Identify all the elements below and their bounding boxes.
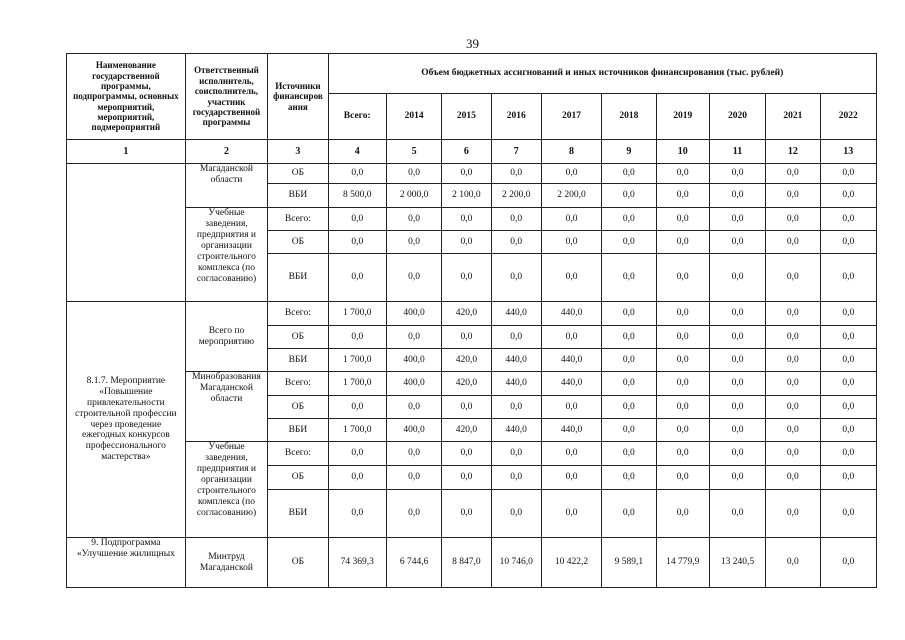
value-cell: 0,0	[766, 466, 820, 490]
value-cell: 0,0	[709, 254, 765, 302]
executor-cell: Минтруд Магаданской	[185, 538, 268, 588]
value-cell: 0,0	[820, 442, 877, 466]
column-number-9: 9	[602, 140, 656, 164]
value-cell: 400,0	[386, 302, 441, 326]
value-cell: 0,0	[328, 466, 386, 490]
value-cell: 10 746,0	[491, 538, 541, 588]
source-cell: Всего:	[268, 372, 328, 396]
value-cell: 0,0	[766, 231, 820, 254]
value-cell: 0,0	[656, 442, 709, 466]
value-cell: 0,0	[766, 538, 820, 588]
value-cell: 0,0	[656, 326, 709, 349]
table-row	[67, 442, 877, 466]
value-cell: 0,0	[766, 372, 820, 396]
header-year-1: 2014	[386, 94, 441, 140]
header-funding-title: Объем бюджетных ассигнований и иных источников финансирования (тыс. рублей)	[328, 54, 876, 94]
value-cell: 0,0	[656, 231, 709, 254]
value-cell: 0,0	[328, 490, 386, 538]
value-cell: 0,0	[386, 466, 441, 490]
table-row	[67, 538, 877, 588]
value-cell: 0,0	[820, 231, 877, 254]
value-cell: 440,0	[541, 372, 601, 396]
column-number-1: 1	[67, 140, 186, 164]
value-cell: 0,0	[541, 208, 601, 231]
value-cell: 2 100,0	[442, 184, 491, 208]
header-year-2: 2015	[442, 94, 491, 140]
value-cell: 0,0	[709, 466, 765, 490]
value-cell: 2 200,0	[491, 184, 541, 208]
value-cell: 0,0	[442, 490, 491, 538]
value-cell: 0,0	[709, 419, 765, 442]
value-cell: 10 422,2	[541, 538, 601, 588]
value-cell: 0,0	[602, 466, 656, 490]
value-cell: 0,0	[602, 396, 656, 419]
value-cell: 8 847,0	[442, 538, 491, 588]
value-cell: 420,0	[442, 419, 491, 442]
value-cell: 0,0	[709, 372, 765, 396]
value-cell: 0,0	[491, 254, 541, 302]
value-cell: 0,0	[491, 231, 541, 254]
value-cell: 0,0	[766, 254, 820, 302]
column-number-13: 13	[820, 140, 877, 164]
value-cell: 0,0	[766, 184, 820, 208]
value-cell: 1 700,0	[328, 372, 386, 396]
value-cell: 0,0	[386, 231, 441, 254]
value-cell: 0,0	[328, 208, 386, 231]
table-row	[67, 208, 877, 231]
value-cell: 0,0	[656, 349, 709, 372]
source-cell: ОБ	[268, 164, 328, 184]
value-cell: 0,0	[709, 490, 765, 538]
value-cell: 0,0	[656, 372, 709, 396]
value-cell: 0,0	[656, 490, 709, 538]
value-cell: 0,0	[491, 396, 541, 419]
value-cell: 2 200,0	[541, 184, 601, 208]
header-year-9: 2022	[820, 94, 877, 140]
value-cell: 0,0	[766, 302, 820, 326]
value-cell: 400,0	[386, 349, 441, 372]
value-cell: 0,0	[709, 208, 765, 231]
value-cell: 440,0	[491, 302, 541, 326]
column-number-11: 11	[709, 140, 765, 164]
value-cell: 0,0	[656, 396, 709, 419]
value-cell: 0,0	[766, 349, 820, 372]
value-cell: 0,0	[766, 164, 820, 184]
value-cell: 0,0	[709, 326, 765, 349]
value-cell: 0,0	[602, 419, 656, 442]
executor-cell: Всего по мероприятию	[185, 302, 268, 372]
value-cell: 420,0	[442, 372, 491, 396]
value-cell: 1 700,0	[328, 302, 386, 326]
value-cell: 0,0	[820, 490, 877, 538]
value-cell: 0,0	[820, 372, 877, 396]
executor-cell: Учебные заведения, предприятия и организации строительного комплекса (по согласованию)	[185, 442, 268, 538]
value-cell: 0,0	[602, 302, 656, 326]
value-cell: 0,0	[602, 231, 656, 254]
value-cell: 0,0	[820, 164, 877, 184]
value-cell: 0,0	[602, 164, 656, 184]
value-cell: 0,0	[766, 326, 820, 349]
source-cell: ОБ	[268, 326, 328, 349]
value-cell: 440,0	[491, 372, 541, 396]
value-cell: 0,0	[491, 326, 541, 349]
value-cell: 0,0	[766, 419, 820, 442]
value-cell: 0,0	[766, 396, 820, 419]
source-cell: ВБИ	[268, 254, 328, 302]
value-cell: 0,0	[602, 184, 656, 208]
value-cell: 0,0	[602, 349, 656, 372]
value-cell: 0,0	[709, 231, 765, 254]
source-cell: ВБИ	[268, 184, 328, 208]
value-cell: 0,0	[820, 419, 877, 442]
value-cell: 0,0	[820, 326, 877, 349]
value-cell: 0,0	[766, 442, 820, 466]
value-cell: 9 589,1	[602, 538, 656, 588]
executor-cell: Учебные заведения, предприятия и организации строительного комплекса (по согласованию)	[185, 208, 268, 302]
value-cell: 0,0	[442, 442, 491, 466]
program-name-cell	[67, 164, 186, 302]
value-cell: 0,0	[820, 538, 877, 588]
value-cell: 0,0	[656, 254, 709, 302]
value-cell: 400,0	[386, 372, 441, 396]
value-cell: 0,0	[766, 490, 820, 538]
value-cell: 0,0	[602, 490, 656, 538]
value-cell: 0,0	[709, 302, 765, 326]
value-cell: 0,0	[491, 164, 541, 184]
value-cell: 0,0	[386, 396, 441, 419]
table-row	[67, 164, 877, 184]
header-year-7: 2020	[709, 94, 765, 140]
value-cell: 0,0	[386, 490, 441, 538]
value-cell: 0,0	[328, 254, 386, 302]
column-number-4: 4	[328, 140, 386, 164]
value-cell: 440,0	[541, 302, 601, 326]
column-number-12: 12	[766, 140, 820, 164]
value-cell: 0,0	[656, 208, 709, 231]
value-cell: 0,0	[491, 442, 541, 466]
value-cell: 0,0	[442, 208, 491, 231]
source-cell: ОБ	[268, 396, 328, 419]
column-number-8: 8	[541, 140, 601, 164]
value-cell: 0,0	[656, 419, 709, 442]
header-sources: Источники финансиров ания	[268, 54, 328, 140]
source-cell: ВБИ	[268, 349, 328, 372]
value-cell: 0,0	[709, 349, 765, 372]
value-cell: 0,0	[328, 442, 386, 466]
value-cell: 420,0	[442, 302, 491, 326]
value-cell: 0,0	[709, 184, 765, 208]
value-cell: 6 744,6	[386, 538, 441, 588]
value-cell: 0,0	[328, 231, 386, 254]
value-cell: 0,0	[491, 466, 541, 490]
value-cell: 0,0	[656, 164, 709, 184]
value-cell: 440,0	[541, 349, 601, 372]
header-year-4: 2017	[541, 94, 601, 140]
value-cell: 0,0	[820, 349, 877, 372]
value-cell: 0,0	[820, 396, 877, 419]
source-cell: ОБ	[268, 466, 328, 490]
value-cell: 0,0	[541, 326, 601, 349]
value-cell: 0,0	[541, 466, 601, 490]
value-cell: 0,0	[709, 442, 765, 466]
value-cell: 440,0	[491, 419, 541, 442]
value-cell: 0,0	[541, 442, 601, 466]
value-cell: 0,0	[820, 184, 877, 208]
value-cell: 0,0	[656, 184, 709, 208]
value-cell: 0,0	[491, 490, 541, 538]
budget-table	[66, 53, 877, 588]
value-cell: 0,0	[656, 466, 709, 490]
header-year-0: Всего:	[328, 94, 386, 140]
table-row	[67, 372, 877, 396]
value-cell: 0,0	[820, 302, 877, 326]
value-cell: 0,0	[602, 442, 656, 466]
source-cell: ОБ	[268, 538, 328, 588]
column-number-5: 5	[386, 140, 441, 164]
source-cell: Всего:	[268, 208, 328, 231]
value-cell: 0,0	[541, 396, 601, 419]
value-cell: 0,0	[602, 326, 656, 349]
value-cell: 0,0	[541, 164, 601, 184]
table-row	[67, 302, 877, 326]
column-number-2: 2	[185, 140, 268, 164]
value-cell: 0,0	[328, 164, 386, 184]
column-number-3: 3	[268, 140, 328, 164]
source-cell: ВБИ	[268, 419, 328, 442]
executor-cell: Минобразования Магаданской области	[185, 372, 268, 442]
value-cell: 0,0	[386, 208, 441, 231]
value-cell: 0,0	[602, 254, 656, 302]
value-cell: 0,0	[386, 164, 441, 184]
value-cell: 440,0	[491, 349, 541, 372]
program-name-cell: 8.1.7. Мероприятие «Повышение привлекательности строительной профессии через проведение ежегодных конкурсов профессионального мастерства»	[67, 302, 186, 538]
header-year-3: 2016	[491, 94, 541, 140]
value-cell: 0,0	[442, 466, 491, 490]
value-cell: 0,0	[602, 372, 656, 396]
header-executor: Ответственный исполнитель, соисполнитель, участник государственной программы	[185, 54, 268, 140]
value-cell: 0,0	[442, 254, 491, 302]
value-cell: 0,0	[386, 326, 441, 349]
source-cell: ОБ	[268, 231, 328, 254]
value-cell: 14 779,9	[656, 538, 709, 588]
value-cell: 0,0	[820, 254, 877, 302]
executor-cell: Магаданской области	[185, 164, 268, 208]
value-cell: 0,0	[386, 254, 441, 302]
value-cell: 0,0	[442, 231, 491, 254]
value-cell: 2 000,0	[386, 184, 441, 208]
source-cell: ВБИ	[268, 490, 328, 538]
column-number-7: 7	[491, 140, 541, 164]
value-cell: 0,0	[541, 231, 601, 254]
value-cell: 0,0	[820, 208, 877, 231]
source-cell: Всего:	[268, 302, 328, 326]
value-cell: 8 500,0	[328, 184, 386, 208]
header-year-5: 2018	[602, 94, 656, 140]
value-cell: 400,0	[386, 419, 441, 442]
value-cell: 0,0	[491, 208, 541, 231]
value-cell: 1 700,0	[328, 349, 386, 372]
value-cell: 0,0	[602, 208, 656, 231]
source-cell: Всего:	[268, 442, 328, 466]
column-number-10: 10	[656, 140, 709, 164]
value-cell: 0,0	[442, 326, 491, 349]
value-cell: 1 700,0	[328, 419, 386, 442]
value-cell: 0,0	[709, 164, 765, 184]
value-cell: 0,0	[442, 164, 491, 184]
value-cell: 0,0	[442, 396, 491, 419]
header-program-name: Наименование государственной программы, подпрограммы, основных мероприятий, мероприятий, подмероприятий	[67, 54, 186, 140]
value-cell: 0,0	[386, 442, 441, 466]
page-number: 39	[466, 36, 479, 51]
value-cell: 0,0	[656, 302, 709, 326]
value-cell: 0,0	[541, 490, 601, 538]
column-number-6: 6	[442, 140, 491, 164]
value-cell: 0,0	[328, 396, 386, 419]
value-cell: 13 240,5	[709, 538, 765, 588]
value-cell: 0,0	[541, 254, 601, 302]
value-cell: 0,0	[766, 208, 820, 231]
value-cell: 0,0	[709, 396, 765, 419]
program-name-cell: 9. Подпрограмма «Улучшение жилищных	[67, 538, 186, 588]
header-year-8: 2021	[766, 94, 820, 140]
value-cell: 0,0	[328, 326, 386, 349]
value-cell: 420,0	[442, 349, 491, 372]
value-cell: 440,0	[541, 419, 601, 442]
value-cell: 74 369,3	[328, 538, 386, 588]
value-cell: 0,0	[820, 466, 877, 490]
header-year-6: 2019	[656, 94, 709, 140]
